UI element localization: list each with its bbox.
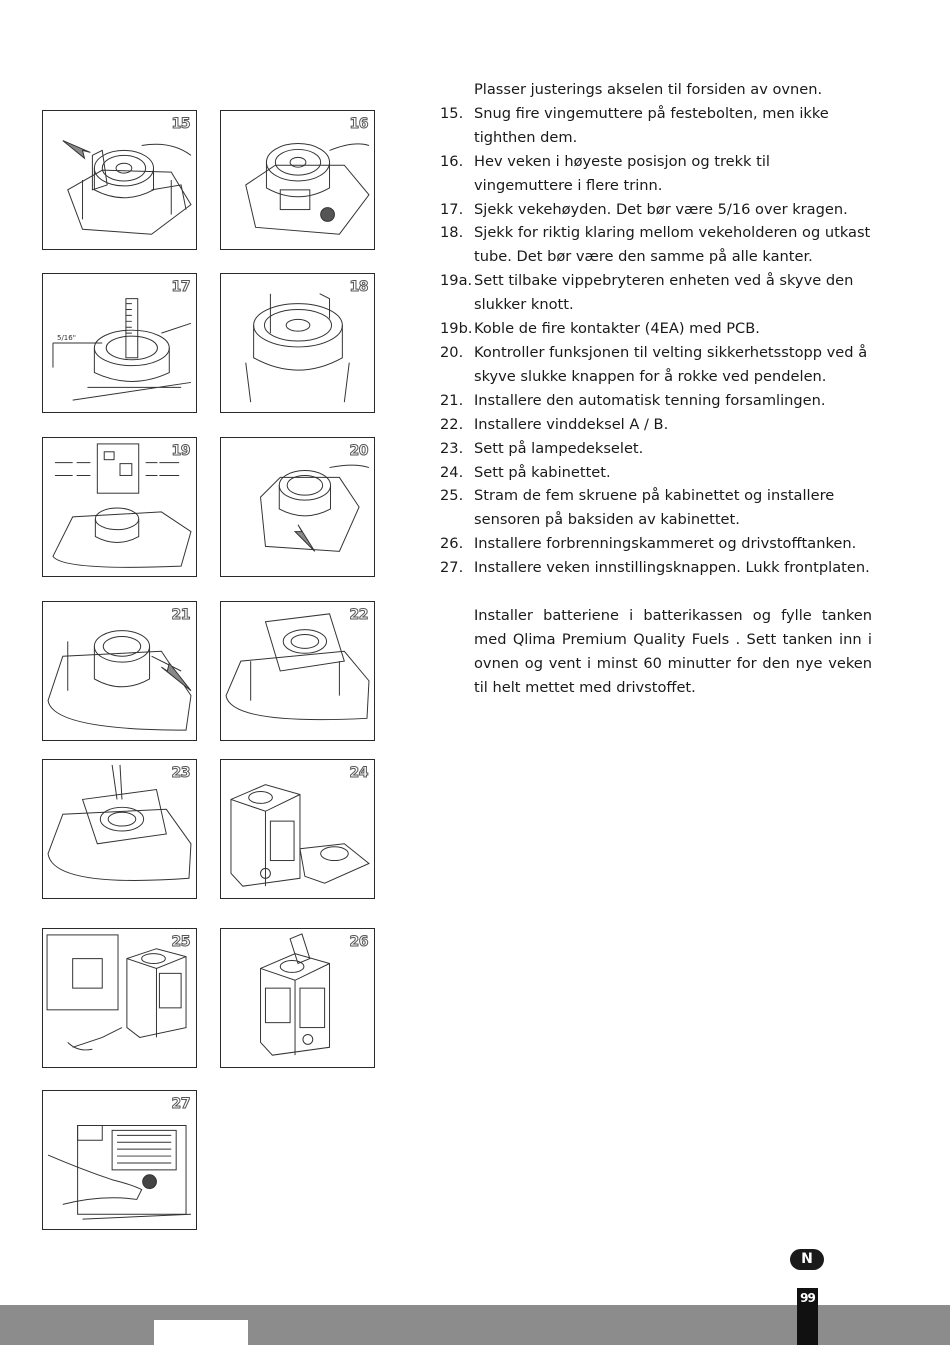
step-number: 23. bbox=[440, 439, 464, 457]
step-number: 16. bbox=[440, 152, 464, 170]
figure-23 bbox=[42, 759, 197, 899]
step-text: Snug fire vingemuttere på festebolten, men ikke tighthen dem. bbox=[474, 104, 829, 146]
figure-number: 16 bbox=[349, 116, 368, 132]
figure-25 bbox=[42, 928, 197, 1068]
footer-white-block bbox=[154, 1320, 248, 1345]
step-text: Installere forbrenningskammeret og drivstofftanken. bbox=[474, 535, 857, 553]
step-text: Kontroller funksjonen til velting sikkerhetsstopp ved å skyve slukke knappen for å rokke ved pendelen. bbox=[474, 343, 868, 385]
figure-20 bbox=[220, 437, 375, 577]
language-badge: N bbox=[790, 1249, 824, 1270]
step-item bbox=[440, 198, 872, 222]
figure-number: 22 bbox=[349, 607, 368, 623]
step-text: Sett på kabinettet. bbox=[474, 463, 611, 481]
figure-number: 18 bbox=[349, 279, 368, 295]
figure-27 bbox=[42, 1090, 197, 1230]
step-text: Installere den automatisk tenning forsamlingen. bbox=[474, 391, 826, 409]
figure-26 bbox=[220, 928, 375, 1068]
figure-22 bbox=[220, 601, 375, 741]
step-item bbox=[440, 221, 872, 269]
figure-18 bbox=[220, 273, 375, 413]
figure-number: 24 bbox=[349, 765, 368, 781]
step-item bbox=[440, 556, 872, 580]
step-number: 19b. bbox=[440, 320, 473, 338]
figure-17 bbox=[42, 273, 197, 413]
step-number: 19a. bbox=[440, 272, 473, 290]
step-number: 15. bbox=[440, 104, 464, 122]
figure-number: 23 bbox=[171, 765, 190, 781]
step-text: Sjekk vekehøyden. Det bør være 5/16 over kragen. bbox=[474, 200, 848, 218]
step-item bbox=[440, 389, 872, 413]
figure-19 bbox=[42, 437, 197, 577]
step-number: 17. bbox=[440, 200, 464, 218]
step-item bbox=[440, 532, 872, 556]
step-text: Hev veken i høyeste posisjon og trekk til vingemuttere i flere trinn. bbox=[474, 152, 770, 194]
step-item bbox=[440, 269, 872, 317]
step-number: 25. bbox=[440, 487, 464, 505]
figure-number: 19 bbox=[171, 443, 190, 459]
step-text: Sett på lampedekselet. bbox=[474, 439, 644, 457]
step-text: Sjekk for riktig klaring mellom vekeholderen og utkast tube. Det bør være den samme på alle kanter. bbox=[474, 224, 871, 266]
step-item bbox=[440, 317, 872, 341]
step-number: 26. bbox=[440, 535, 464, 553]
step-number: 18. bbox=[440, 224, 464, 242]
step-number: 27. bbox=[440, 559, 464, 577]
figure-15 bbox=[42, 110, 197, 250]
figure-number: 17 bbox=[171, 279, 190, 295]
step-item bbox=[440, 102, 872, 150]
page-number: 99 bbox=[800, 1291, 815, 1305]
step-item bbox=[440, 484, 872, 532]
step-text: Installere vinddeksel A / B. bbox=[474, 415, 669, 433]
step-text: Installere veken innstillingsknappen. Lukk frontplaten. bbox=[474, 559, 870, 577]
figure-24 bbox=[220, 759, 375, 899]
instruction-list bbox=[440, 78, 872, 700]
step-number: 22. bbox=[440, 415, 464, 433]
step-text: Koble de fire kontakter (4EA) med PCB. bbox=[474, 320, 760, 338]
step-item bbox=[440, 341, 872, 389]
figure-number: 27 bbox=[171, 1096, 190, 1112]
intro-text: Plasser justerings akselen til forsiden av ovnen. bbox=[474, 81, 823, 98]
closing-paragraph: Installer batteriene i batterikassen og fylle tanken med Qlima Premium Quality Fuels . Sett tanken inn i ovnen og vent i minst 60 minutter for den nye veken til helt mettet med drivstoffet. bbox=[474, 607, 872, 696]
measurement-label: 5/16" bbox=[57, 334, 76, 342]
step-item bbox=[440, 150, 872, 198]
step-item bbox=[440, 437, 872, 461]
step-item bbox=[440, 461, 872, 485]
figure-number: 26 bbox=[349, 934, 368, 950]
figure-21 bbox=[42, 601, 197, 741]
figure-number: 21 bbox=[171, 607, 190, 623]
step-text: Stram de fem skruene på kabinettet og installere sensoren på baksiden av kabinettet. bbox=[474, 487, 835, 529]
step-item bbox=[440, 413, 872, 437]
figure-number: 15 bbox=[171, 116, 190, 132]
step-number: 24. bbox=[440, 463, 464, 481]
step-text: Sett tilbake vippebryteren enheten ved å skyve den slukker knott. bbox=[474, 272, 854, 314]
step-number: 20. bbox=[440, 343, 464, 361]
figure-number: 25 bbox=[171, 934, 190, 950]
step-number: 21. bbox=[440, 391, 464, 409]
figure-number: 20 bbox=[349, 443, 368, 459]
figure-16 bbox=[220, 110, 375, 250]
